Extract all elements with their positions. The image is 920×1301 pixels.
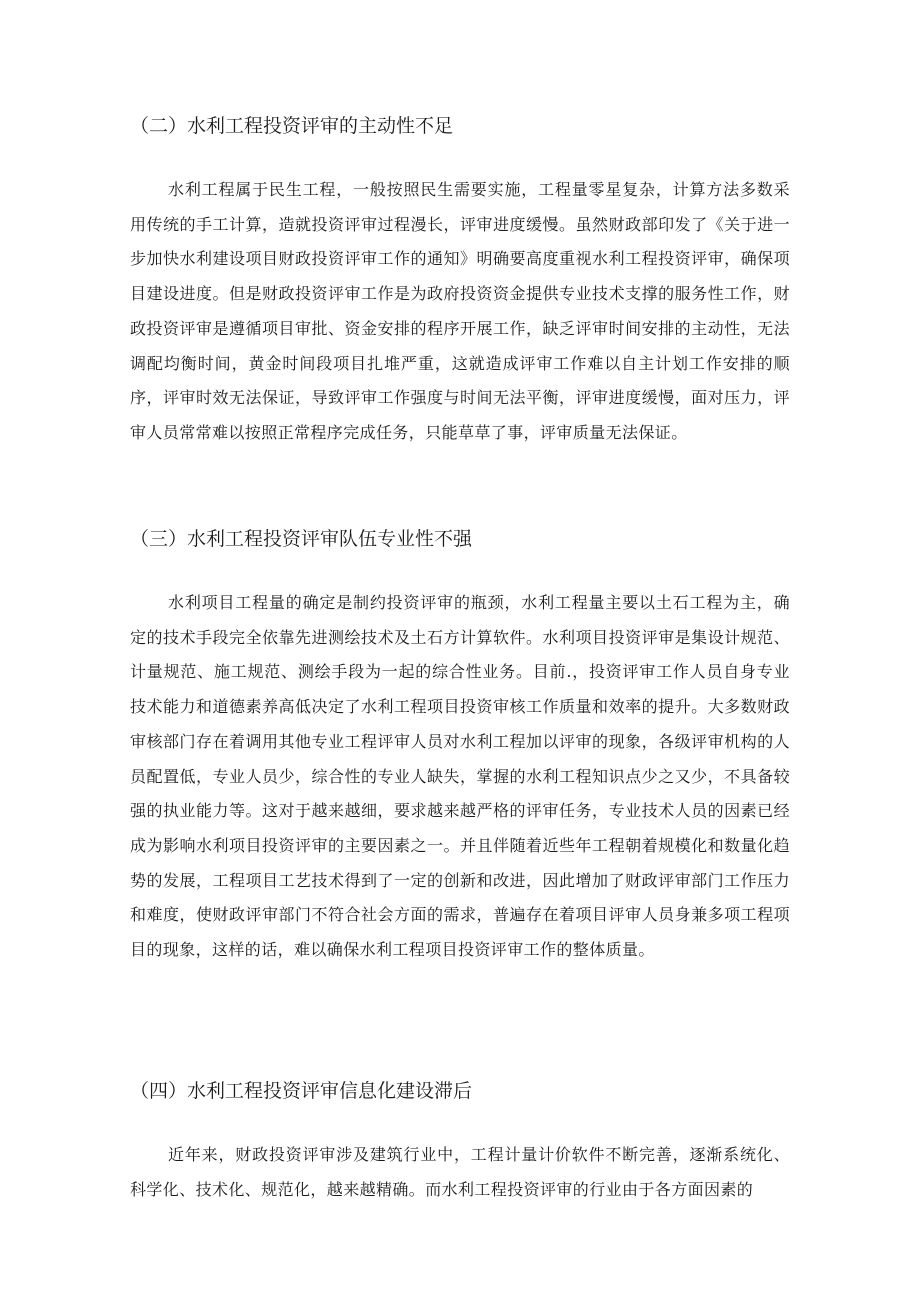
section-3: [130, 526, 790, 552]
section-3-body: [130, 586, 790, 968]
section-4-paragraph: 近年来，财政投资评审涉及建筑行业中，工程计量计价软件不断完善，逐渐系统化、科学化、技术化、规范化，越来越精确。而水利工程投资评审的行业由于各方面因素的: [130, 1145, 790, 1199]
section-3-heading: （三）水利工程投资评审队伍专业性不强: [130, 528, 473, 550]
section-2: [130, 113, 790, 139]
section-2-heading: （二）水利工程投资评审的主动性不足: [130, 115, 454, 137]
section-4-heading: （四）水利工程投资评审信息化建设滞后: [130, 1080, 473, 1102]
section-2-body: [130, 173, 790, 451]
section-2-paragraph: 水利工程属于民生工程，一般按照民生需要实施，工程量零星复杂，计算方法多数采用传统的手工计算，造就投资评审过程漫长，评审进度缓慢。虽然财政部印发了《关于进一步加快水利建设项目财政投资评审工作的通知》明确要高度重视水利工程投资评审，确保项目建设进度。但是财政投资评审工作是为政府投资资金提供专业技术支撑的服务性工作，财政投资评审是遵循项目审批、资金安排的程序开展工作，缺乏评审时间安排的主动性，无法调配均衡时间，黄金时间段项目扎堆严重，这就造成评审工作难以自主计划工作安排的顺序，评审时效无法保证，导致评审工作强度与时间无法平衡，评审进度缓慢，面对压力，评审人员常常难以按照正常程序完成任务，只能草草了事，评审质量无法保证。: [130, 180, 790, 442]
section-4-body: [130, 1138, 790, 1207]
section-3-paragraph: 水利项目工程量的确定是制约投资评审的瓶颈，水利工程量主要以土石工程为主，确定的技术手段完全依靠先进测绘技术及土石方计算软件。水利项目投资评审是集设计规范、计量规范、施工规范、测绘手段为一起的综合性业务。目前.，投资评审工作人员自身专业技术能力和道德素养高低决定了水利工程项目投资审核工作质量和效率的提升。大多数财政审核部门存在着调用其他专业工程评审人员对水利工程加以评审的现象，各级评审机构的人员配置低，专业人员少，综合性的专业人缺失，掌握的水利工程知识点少之又少，不具备较强的执业能力等。这对于越来越细，要求越来越严格的评审任务，专业技术人员的因素已经成为影响水利项目投资评审的主要因素之一。并且伴随着近些年工程朝着规模化和数量化趋势的发展，工程项目工艺技术得到了一定的创新和改进，因此增加了财政评审部门工作压力和难度，使财政评审部门不符合社会方面的需求，普遍存在着项目评审人员身兼多项工程项目的现象，这样的话，难以确保水利工程项目投资评审工作的整体质量。: [130, 593, 790, 960]
section-4: [130, 1078, 790, 1104]
